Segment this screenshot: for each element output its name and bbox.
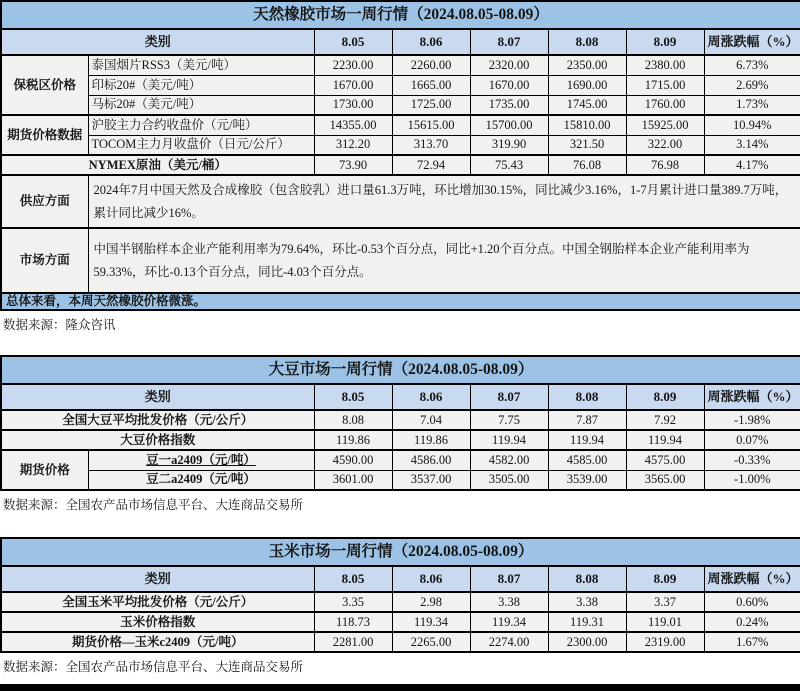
spacer [0,331,800,355]
bottom-edge-bar [0,684,800,691]
change-cell: -0.33% [704,450,800,470]
value-cell: 119.31 [548,612,626,632]
value-cell: 7.75 [470,410,548,430]
col-header-date: 8.08 [548,384,626,410]
soybean-data-source: 数据来源：全国农产品市场信息平台、大连商品交易所 [0,491,800,511]
row-label: 玉米价格指数 [1,612,314,632]
value-cell: 2320.00 [470,55,548,75]
value-cell: 2319.00 [626,632,704,652]
value-cell: 2281.00 [314,632,392,652]
value-cell: 4582.00 [470,450,548,470]
change-cell: 0.60% [704,592,800,612]
value-cell: 119.86 [314,430,392,450]
table-row [1,115,800,135]
change-cell: 10.94% [704,115,800,135]
value-cell: 15925.00 [626,115,704,135]
value-cell: 1670.00 [470,75,548,95]
soybean-header-row [1,384,800,410]
value-cell: 76.08 [548,155,626,175]
table-title: 玉米市场一周行情（2024.08.05-08.09） [1,538,800,566]
value-cell: 14355.00 [314,115,392,135]
col-header-date: 8.09 [626,29,704,55]
value-cell: 118.73 [314,612,392,632]
supply-row [1,175,800,228]
value-cell: 119.34 [392,612,470,632]
col-header-date: 8.07 [470,384,548,410]
value-cell: 7.04 [392,410,470,430]
table-row [1,155,800,175]
change-cell: 3.14% [704,135,800,155]
value-cell: 319.90 [470,135,548,155]
row-label: 沪胶主力合约收盘价（元/吨） [88,115,314,135]
value-cell: 15700.00 [470,115,548,135]
table-title: 大豆市场一周行情（2024.08.05-08.09） [1,356,800,384]
value-cell: 119.94 [470,430,548,450]
table-row [1,410,800,430]
value-cell: 3505.00 [470,470,548,490]
value-cell: 1745.00 [548,95,626,115]
value-cell: 3565.00 [626,470,704,490]
spacer [0,511,800,537]
summary-text: 总体来看，本周天然橡胶价格微涨。 [1,293,800,310]
col-header-category: 类别 [1,384,314,410]
market-row [1,228,800,293]
value-cell: 1730.00 [314,95,392,115]
col-header-date: 8.05 [314,566,392,592]
col-header-date: 8.06 [392,566,470,592]
value-cell: 4575.00 [626,450,704,470]
value-cell: 15810.00 [548,115,626,135]
table-row [1,632,800,652]
row-label: TOCOM主力月收盘价（日元/公斤） [88,135,314,155]
value-cell: 3.38 [548,592,626,612]
table-row [1,470,800,490]
soybean-table [0,355,800,491]
value-cell: 1670.00 [314,75,392,95]
value-cell: 1665.00 [392,75,470,95]
value-cell: 4590.00 [314,450,392,470]
change-cell: 6.73% [704,55,800,75]
value-cell: 1735.00 [470,95,548,115]
value-cell: 119.34 [470,612,548,632]
value-cell: 313.70 [392,135,470,155]
corn-header-row [1,566,800,592]
corn-title-row [1,538,800,566]
table-row [1,430,800,450]
table-title: 天然橡胶市场一周行情（2024.08.05-08.09） [1,1,800,29]
row-label: NYMEX原油（美元/桶） [1,155,314,175]
row-label: 全国玉米平均批发价格（元/公斤） [1,592,314,612]
soybean-title-row [1,356,800,384]
row-group-label: 保税区价格 [1,55,88,115]
col-header-change: 周涨跌幅（%） [704,566,800,592]
summary-row [1,293,800,310]
value-cell: 2.98 [392,592,470,612]
table-row [1,75,800,95]
corn-data-source: 数据来源：全国农产品市场信息平台、大连商品交易所 [0,653,800,673]
row-label: 马标20#（美元/吨） [88,95,314,115]
value-cell: 119.94 [548,430,626,450]
value-cell: 1690.00 [548,75,626,95]
col-header-category: 类别 [1,566,314,592]
market-label: 市场方面 [1,228,88,293]
value-cell: 3539.00 [548,470,626,490]
col-header-date: 8.05 [314,384,392,410]
change-cell: 4.17% [704,155,800,175]
change-cell: 0.24% [704,612,800,632]
value-cell: 8.08 [314,410,392,430]
supply-label: 供应方面 [1,175,88,228]
change-cell: -1.98% [704,410,800,430]
value-cell: 1715.00 [626,75,704,95]
value-cell: 2230.00 [314,55,392,75]
value-cell: 73.90 [314,155,392,175]
col-header-change: 周涨跌幅（%） [704,29,800,55]
col-header-change: 周涨跌幅（%） [704,384,800,410]
col-header-category: 类别 [1,29,314,55]
corn-table [0,537,800,653]
value-cell: 72.94 [392,155,470,175]
table-row [1,95,800,115]
row-label: 印标20#（美元/吨） [88,75,314,95]
value-cell: 2350.00 [548,55,626,75]
value-cell: 119.86 [392,430,470,450]
table-row [1,612,800,632]
value-cell: 3.38 [470,592,548,612]
row-label: 豆二a2409（元/吨） [88,470,314,490]
value-cell: 4585.00 [548,450,626,470]
col-header-date: 8.07 [470,566,548,592]
col-header-date: 8.06 [392,29,470,55]
change-cell: 0.07% [704,430,800,450]
value-cell: 3537.00 [392,470,470,490]
value-cell: 2274.00 [470,632,548,652]
value-cell: 1725.00 [392,95,470,115]
change-cell: 2.69% [704,75,800,95]
rubber-data-source: 数据来源：隆众咨讯 [0,311,800,331]
value-cell: 3.35 [314,592,392,612]
value-cell: 322.00 [626,135,704,155]
value-cell: 7.92 [626,410,704,430]
col-header-date: 8.08 [548,566,626,592]
value-cell: 1760.00 [626,95,704,115]
col-header-date: 8.09 [626,566,704,592]
value-cell: 4586.00 [392,450,470,470]
row-label: 全国大豆平均批发价格（元/公斤） [1,410,314,430]
change-cell: -1.00% [704,470,800,490]
col-header-date: 8.07 [470,29,548,55]
value-cell: 7.87 [548,410,626,430]
value-cell: 15615.00 [392,115,470,135]
row-group-label: 期货价格 [1,450,88,490]
value-cell: 312.20 [314,135,392,155]
value-cell: 76.98 [626,155,704,175]
col-header-date: 8.08 [548,29,626,55]
value-cell: 2265.00 [392,632,470,652]
value-cell: 119.94 [626,430,704,450]
change-cell: 1.67% [704,632,800,652]
value-cell: 321.50 [548,135,626,155]
value-cell: 2260.00 [392,55,470,75]
value-cell: 3.37 [626,592,704,612]
col-header-date: 8.05 [314,29,392,55]
rubber-table [0,0,800,311]
change-cell: 1.73% [704,95,800,115]
table-row [1,592,800,612]
value-cell: 2300.00 [548,632,626,652]
value-cell: 75.43 [470,155,548,175]
value-cell: 3601.00 [314,470,392,490]
table-row [1,135,800,155]
market-text: 中国半钢胎样本企业产能利用率为79.64%，环比-0.53个百分点，同比+1.20个百分点。中国全钢胎样本企业产能利用率为59.33%，环比-0.13个百分点，同比-4.03个百分点。 [88,228,800,293]
rubber-title-row [1,1,800,29]
supply-text: 2024年7月中国天然及合成橡胶（包含胶乳）进口量61.3万吨，环比增加30.15%，同比减少3.16%，1-7月累计进口量389.7万吨，累计同比减少16%。 [88,175,800,228]
row-group-label: 期货价格数据 [1,115,88,155]
row-label: 期货价格—玉米c2409（元/吨） [1,632,314,652]
table-row [1,450,800,470]
row-label: 泰国烟片RSS3（美元/吨） [88,55,314,75]
table-row [1,55,800,75]
row-label: 大豆价格指数 [1,430,314,450]
col-header-date: 8.09 [626,384,704,410]
value-cell: 2380.00 [626,55,704,75]
rubber-header-row [1,29,800,55]
col-header-date: 8.06 [392,384,470,410]
row-label: 豆一a2409（元/吨） [88,450,314,470]
value-cell: 119.01 [626,612,704,632]
